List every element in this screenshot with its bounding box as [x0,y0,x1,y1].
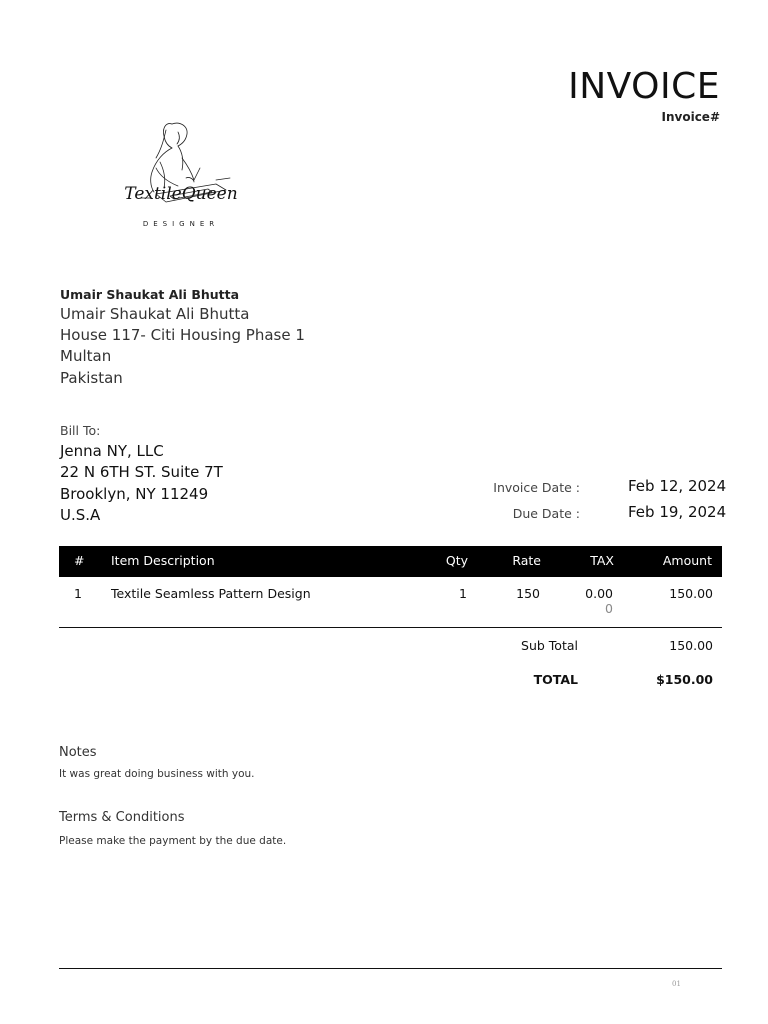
total-value: $150.00 [656,672,713,687]
row-amount: 150.00 [669,586,713,601]
table-row [59,580,722,626]
sender-name-bold: Umair Shaukat Ali Bhutta [60,287,240,302]
col-header-amount: Amount [662,553,712,568]
client-country: U.S.A [60,506,101,524]
col-header-tax: TAX [590,553,614,568]
row-rate: 150 [516,586,540,601]
due-date-value: Feb 19, 2024 [628,503,727,521]
total-label: TOTAL [533,672,578,687]
invoice-date-value: Feb 12, 2024 [628,477,727,495]
invoice-date-label: Invoice Date : [493,480,580,495]
client-address-line: 22 N 6TH ST. Suite 7T [60,463,223,481]
notes-text: It was great doing business with you. [59,768,255,780]
invoice-number-label: Invoice# [661,110,720,124]
subtotal-value: 150.00 [669,638,713,653]
bill-to-label: Bill To: [60,423,101,438]
col-header-description: Item Description [111,553,215,568]
sender-country: Pakistan [60,369,123,387]
row-tax-sub: 0 [605,601,613,616]
subtotal-label: Sub Total [521,638,578,653]
row-qty: 1 [459,586,467,601]
invoice-title: INVOICE [568,66,720,107]
brand-name: TextileQueen [124,184,238,204]
col-header-rate: Rate [512,553,541,568]
brand-tagline: DESIGNER [142,220,220,228]
row-tax: 0.00 [585,586,613,601]
sender-name: Umair Shaukat Ali Bhutta [60,305,250,323]
items-table-header [59,546,722,577]
table-divider [59,627,722,628]
col-header-number: # [74,553,85,568]
terms-text: Please make the payment by the due date. [59,835,287,847]
brand-logo [120,92,242,234]
due-date-label: Due Date : [512,506,580,521]
sender-address-line: House 117- Citi Housing Phase 1 [60,326,305,344]
row-number: 1 [74,586,82,601]
row-description: Textile Seamless Pattern Design [111,586,311,601]
client-city: Brooklyn, NY 11249 [60,485,209,503]
notes-heading: Notes [59,745,97,760]
sender-city: Multan [60,347,112,365]
designer-illustration-icon [120,92,242,234]
client-name: Jenna NY, LLC [60,442,164,460]
page-number: 01 [672,980,681,988]
footer-divider [59,968,722,969]
terms-heading: Terms & Conditions [59,810,185,825]
col-header-qty: Qty [445,553,468,568]
